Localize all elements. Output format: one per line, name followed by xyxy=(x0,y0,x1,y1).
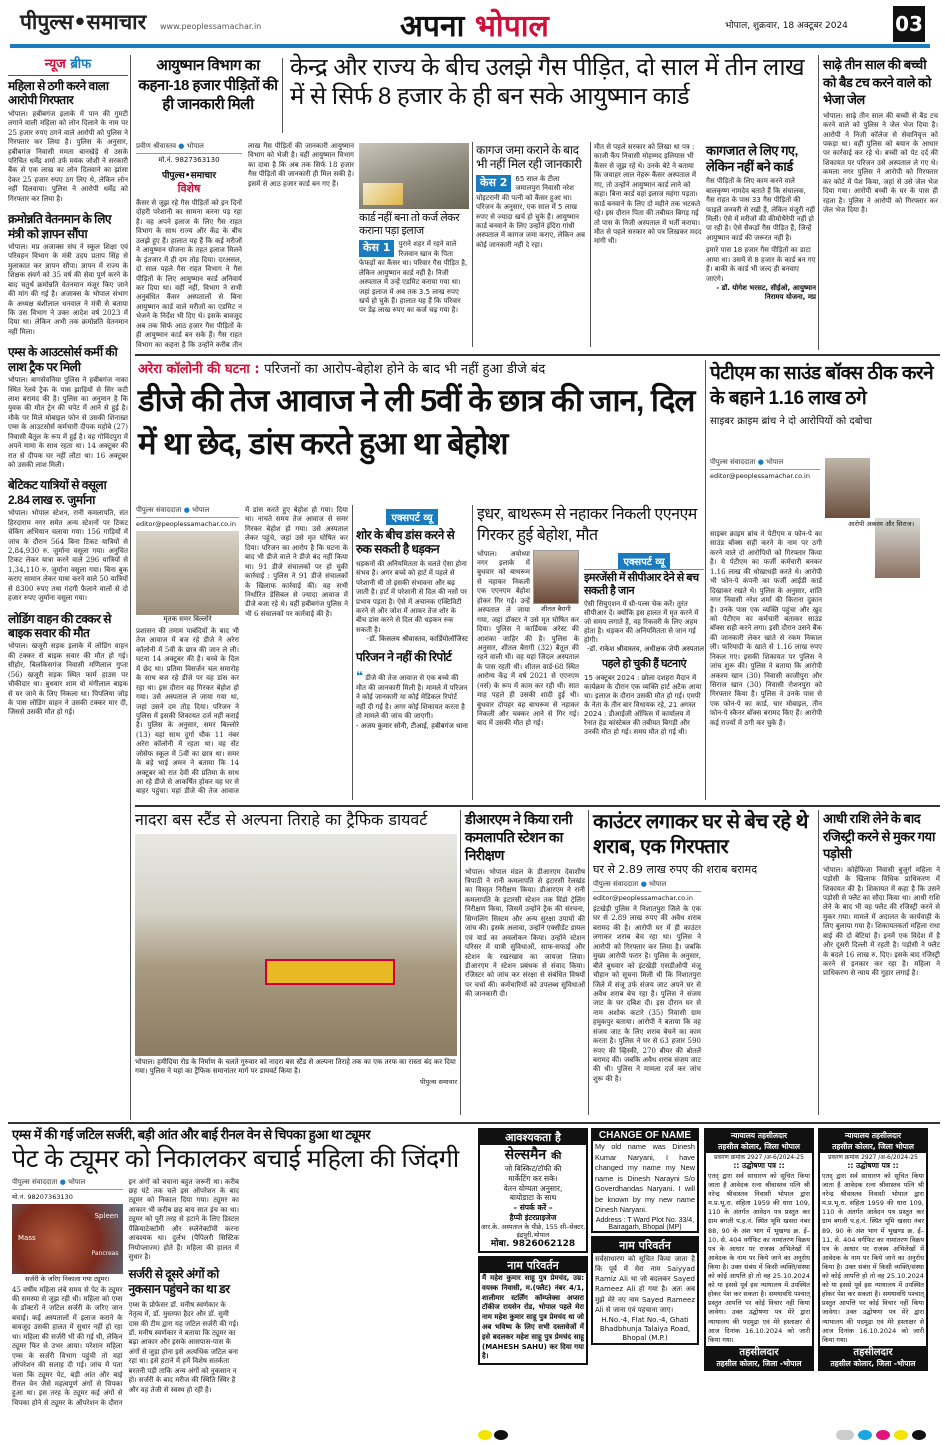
lead-side-headline: आयुष्मान विभाग का कहना-18 हजार पीड़ितों की ही जानकारी मिली xyxy=(138,57,278,113)
tumor-photo-box xyxy=(12,1204,123,1283)
report-title: परिजन ने नहीं की रिपोर्ट xyxy=(356,650,452,665)
dj-body: प्रशासन की तमाम पाबंदियों के बाद भी तेज आवाज में बज रहे डीजे ने अरेरा कॉलोनी में 5वीं के छात्र की जान ले ली। घटना 14 अक्टूबर की है। बच्चे के दिल में छेद था। प्रतिमा विसर्जन चल समारोह के साथ बज रहे डीजे पर वह डांस कर रहा था। इस दौरान वह गिरकर बेहोश हो गया। उसे अस्पताल ले जाया गया था, जहां उसने दम तोड़ दिया। परिजन ने पुलिस में इसकी शिकायत दर्ज नहीं कराई है। पुलिस के अनुसार, समर बिल्लोरे (13) यहां साथ दुर्गा चौक 11 नंबर अरेरा कॉलोनी में रहता था। वह सेंट जोसेफ स्कूल में 5वीं का छात्र था। समर के बड़े भाई अमन ने बताया कि 14 अक्टूबर को रात देवी की प्रतिमा के साथ आ रहे डीजे से आकर्षित होकर वह घर से बाहर पहुंचा। यहां डीजे की तेज आवाज में डांस करते हुए बेहोश हो गया। दिया था। नाचते समय तेज आवाज से समर गिरकर बेहोश हो गया। उसे अस्पताल लेकर पहुंचे, जहां उसे मृत घोषित कर दिया। परिजन का आरोप है कि घटना के बाद भी डीजे वाले ने डीजे बंद नहीं किया था। 91 डीजे संचालकों पर हो चुकी कार्रवाई : पुलिस ने 91 डीजे संचालकों के खिलाफ कार्रवाई की। वह सभी निर्धारित डेसिबल से ज्यादा आवाज में डीजे बजा रहे थे। वहीं हबीबगंज पुलिस ने भी 6 संचालकों पर कार्रवाई की है। xyxy=(136,506,348,796)
court-head2: तहसील कोलार, जिला भोपाल xyxy=(832,1141,914,1151)
news-brief-column xyxy=(8,54,128,718)
registration-dot-black xyxy=(494,1430,508,1440)
expert-2-body: ऐसी सिचुएशन में थ्री-पल्स चेक करें। तुरंत सीपीआर दें। क्योंकि इस हालत में मृत करने में जो समय लगाते हैं, वह रिकवरी के लिए अहम होता है। धड़कन की अनियमितता से जान गई होगी। xyxy=(584,599,699,645)
aiims-body-columns xyxy=(12,1178,472,1410)
divider xyxy=(818,810,819,1115)
court-case-no: प्रकरण क्रमांक 2927 /अ-6/2024-25 xyxy=(714,1154,804,1161)
case-1-title: कार्ड नहीं बना तो कर्ज लेकर कराना पड़ा इलाज xyxy=(359,212,460,238)
anm-headline: इधर, बाथरूम से नहाकर निकली एएनएम गिरकर हुई बेहोश, मौत xyxy=(477,506,697,544)
ayushman-card-image xyxy=(363,183,403,205)
docs-quote: इमारे पास 18 हजार गैस पीड़ितों का डाटा आया था। उसमें से 8 हजार के कार्ड बन गए हैं। बाकी के कार्ड भी जल्द ही बनवाए जाएंगे। xyxy=(706,246,816,283)
bad-touch-story xyxy=(823,56,938,215)
masthead-logo: पीपुल्स•समाचार xyxy=(20,10,147,34)
court-body: एतद् द्वारा सर्व साधारण को सूचित किया जाता है आवेदक रत्ना श्रीवास्तव पत्नि श्री नरेन्द्र श्रीवास्तव निवासी भोपाल द्वारा म.प्र.भू.रा. संहिता 1959 की धारा 109, 110 के अंतर्गत आवेदन पत्र प्रस्तुत कर ग्राम बगली प.ह.नं. स्थित भूमि खसरा नंबर 89, 90 के अंश भाग में भूखण्ड क्र. ई–11, से. 404 वर्गफिट का नामांतरण विक्रय पत्र के आधार पर राजस्व अभिलेखों में आवेदक के नाम पर किये जाने का अनुरोध किया है। उक्त संबंध में किसी व्यक्ति/संस्था को कोई आपत्ति हो तो वह 25.10.2024 को या इससे पूर्व इस न्यायालय में उपस्थित होकर पेश कर सकता है। समयावधि पश्चात् प्रस्तुत आपत्ति पर कोई विचार नहीं किया जावेगा। उक्त उद्घोषणा पत्र मेरे द्वारा न्यायालय की पदमुद्रा एवं मेरे हस्ताक्षर से आज दिनांक 16.10.2024 को जारी किया गया। xyxy=(822,1172,924,1344)
dj-kicker-b: परिजनों का आरोप-बेहोश होने के बाद भी नहीं हुआ डीजे बंद xyxy=(264,362,546,377)
aiims-side-body: एम्स के प्रोफेसर डॉ. मनीष स्वर्णकार के नेतृत्व में, डॉ. मुस्तफा हैदर और डॉ. सुमी दास की टीम द्वारा यह जटिल सर्जरी की गई। डॉ. मनीष स्वर्णकार ने बताया कि ट्यूमर का बढ़ा आकार और इसके आसपास-पास के अंगों से जुड़ा होना इसे अत्यधिक जटिल बना रहा था। इसे हटाने में हमें विशेष सतर्कता बरतनी पड़ी ताकि अन्य अंगों को नुकसान न हो। सर्जरी के बाद मरीज की स्थिति स्थिर है और वह तेजी से स्वस्थ हो रही है। xyxy=(128,1300,239,1394)
court-foot2: तहसील कोलार, जिला -भोपाल xyxy=(716,1359,802,1369)
aiims-kicker: एम्स में की गई जटिल सर्जरी, बड़ी आंत और बाई रीनल वेन से चिपका हुआ था ट्यूमर xyxy=(12,1127,371,1142)
brief-title: बेटिकट यात्रियों से वसूला 2.84 लाख रु. जुर्माना xyxy=(8,478,107,507)
masthead-rule xyxy=(10,44,930,48)
earlier-body: 15 अक्टूबर 2024 : छोला दशहरा मैदान में कार्यक्रम के दौरान एक व्यक्ति हार्ट अटैक आया था। इलाज के दौरान उसकी मौत हो गई। एमपी के नेता के तीन बार विधायक रहे, 21 अगस्त 2024 : डीआईजी ऑफिस में कार्यालय में रैनात हेड कांस्टेबल की तबीयत बिगड़ी और उनकी मौत हो गई। समय मौत हो गई थी। xyxy=(584,673,702,737)
case-1 xyxy=(359,212,469,316)
byline-city: भोपाल xyxy=(186,142,204,150)
court-foot1: तहसीलदार xyxy=(853,1346,893,1358)
ad-line: जो बिस्किट/टॉफी की xyxy=(504,1164,562,1173)
section-divider xyxy=(8,1122,940,1124)
gas-memorial-photo xyxy=(359,143,469,209)
lead-byline: प्रवीण श्रीवास्तव ● भोपाल xyxy=(136,142,242,154)
paytm-body-columns xyxy=(710,530,940,800)
byline-name: पीपुल्स संवाददाता xyxy=(12,1177,58,1186)
samar-photo-caption: मृतक समर बिल्लोरे xyxy=(163,615,212,623)
paytm-email: editor@peoplessamachar.co.in xyxy=(710,472,810,480)
brief-label-a: न्यूज xyxy=(44,57,66,72)
drm-story xyxy=(465,810,585,1000)
brief-item xyxy=(8,345,128,470)
brief-item xyxy=(8,79,128,204)
nadra-traffic-photo xyxy=(135,834,457,1056)
ad-naam1-head: नाम परिवर्तन xyxy=(480,1258,586,1273)
section-title-b: भोपाल xyxy=(474,9,549,44)
issue-date: भोपाल, शुक्रवार, 18 अक्टूबर 2024 xyxy=(725,21,848,31)
case-1-column xyxy=(359,143,469,316)
case-2-title: कागज जमा कराने के बाद भी नहीं मिल रही जानकारी xyxy=(476,143,582,172)
byline-name: पीपुल्स संवाददाता xyxy=(593,880,639,888)
ad-naam2-address: H.No.-4, Flat No.-4, Ghati Bhadbhunja Talaiya Road, Bhopal (M.P.) xyxy=(599,1315,691,1343)
registration-dot-yellow xyxy=(894,1430,908,1440)
brief-body: भोपाल। मप्र अजाक्स संघ ने स्कूल शिक्षा एवं परिवहन विभाग के मंत्री उदय प्रताप सिंह से मुलाकात कर ज्ञापन सौंपा। ज्ञापन में राज्य के शिक्षक संवर्ग को 35 वर्ष की सेवा पूर्ण करने के बाद चतुर्थ क्रमोन्नति वेतनमान मंजूर किए जाने की मांग की गई है। अजाक्स के भोपाल संभाग के अध्यक्ष बंशीलाल धनवाल ने मंत्री से बताया कि उस विभाग ने उक्त आदेश वर्ष 2023 में दिया था। लेकिन अभी तक क्रमोन्नति वेतनमान नहीं मिला। xyxy=(8,242,128,336)
paytm-body: साइबर क्राइम ब्रांच ने पेटीएम व फोन-पे का साउंड बॉक्स सही करने के नाम पर ठगी करने वाले दो आरोपियों को गिरफ्तार किया है। ये पेटीएम का फर्जी कर्मचारी बनकर 1.16 लाख की धोखाधड़ी करते थे। आरोपी भी फोन-पे कंपनी का फर्जी आईडी कार्ड दिखाकर रखते थे। पुलिस के अनुसार, शांति नगर निवासी नरेश शर्मा की किराना दुकान है। उनके पास एक व्यक्ति पहुंचा और खुद को पेटीएम का कर्मचारी बताकर साउंड बॉक्स सही करने लगा। इसी दौरान उसने बैंक की जानकारी लेकर खाते से रकम निकाल ली। फरियादी के खाते से 1.16 लाख रुपए निकल गए। इसकी शिकायत पर पुलिस ने जांच शुरू की। पुलिस ने बताया कि आरोपी अकरम खान (30) निवासी काजीपुरा और सिराज खान (30) निवासी रोशनपुरा को गिरफ्तार किया है। पुलिस ने उनके पास से एक फोन-पे का कार्ड, चार मोबाइल, तीन फोन-पे स्कैनर बॉक्स बरामद किए हैं। आरोपी कई राज्यों में ठगी कर चुके हैं। xyxy=(710,530,822,727)
court-title: :: उद्घोषणा पत्र :: xyxy=(733,1161,785,1170)
aiims-headline: पेट के ट्यूमर को निकालकर बचाई महिला की जिंदगी xyxy=(12,1144,459,1173)
docs-quote-by: - डॉ. योगेश भरसट, सीईओ, आयुष्मान निरामय योजना, मप्र xyxy=(716,284,816,301)
column-divider xyxy=(130,55,131,1120)
anm-body: भोपाल। अयोध्या नगर इलाके में बुधवार को बाथरूम से नहाकर निकली एक एएनएम बेहोश होकर गिर गई। उन्हें अस्पताल ले जाया गया, जहां डॉक्टर ने उसे मृत घोषित कर दिया। पुलिस ने कार्डियक अरेस्ट की आशंका जाहिर की है। पुलिस के अनुसार, शीतल बैरागी (32) बैतूल की रहने वाली थी। वह यहां जिंदल अस्पताल के पास रहती थी। शीतल वार्ड-68 स्थित आरोग्य केंद्र में वर्ष 2021 से एएनएम (नर्स) के रूप में काम कर रही थीं। सात माह पहले ही उसकी शादी हुई थी। बुधवार दोपहर वह बाथरूम से नहाकर निकली और चक्कर आने से गिर गई। बाद में उसकी मौत हो गई। xyxy=(477,549,579,728)
byline-name: पीपुल्स संवाददाता xyxy=(136,506,182,514)
ad-naam2-head: नाम परिवर्तन xyxy=(593,1238,697,1253)
paytm-header xyxy=(710,362,942,427)
paytm-byline: पीपुल्स संवाददाता ● भोपाल xyxy=(710,458,820,470)
registration-dot-gray xyxy=(836,1430,854,1440)
letter-body: मौत से पहले सरकार को लिखा था पत्र : काजी कैंप निवासी मोहम्मद इलियास भी कैंसर से जूझ रहे थे। उनके बेटे ने बताया कि जवाहर लाल नेहरू कैंसर अस्पताल में गए, तो उन्होंने आयुष्मान कार्ड लाने को कहा। बिना कार्ड वहां इलाज महंगा पड़ता। कार्ड बनवाने के लिए दो महीने तक भटकते रहे। इस दौरान पिता की तबीयत बिगड़ गई तो पास के निजी अस्पताल में भर्ती कराया। मौत से पहले सरकार को पत्र लिखकर मदद मांगी थी। xyxy=(594,143,702,246)
ad-change-head: CHANGE OF NAME xyxy=(593,1130,697,1141)
ad-name-change-2 xyxy=(591,1236,699,1345)
neighbor-story xyxy=(823,810,940,979)
registration-dot-cyan xyxy=(858,1430,872,1440)
liquor-body-columns xyxy=(593,880,815,1095)
registration-dot-magenta xyxy=(876,1430,890,1440)
paytm-byline-box xyxy=(710,458,820,480)
neighbor-title: आधी राशि लेने के बाद रजिस्ट्री करने से मुकर गया पड़ोसी xyxy=(823,811,935,862)
byline-city: भोपाल xyxy=(192,506,210,514)
expert-2-by: -डॉ. राकेश श्रीवास्तव, अधीक्षक जेपी अस्पताल xyxy=(587,645,704,654)
divider xyxy=(588,810,589,1115)
aiims-story xyxy=(12,1127,472,1410)
brief-body: भोपाल। बागसेवनिया पुलिस ने हबीबगंज नाका स्थित रेलवे ट्रैक के पास झाड़ियों से सिर कटी लाश बरामद की है। पुलिस का अनुमान है कि युवक की मौत ट्रेन की चपेट में आने से हुई है। मौके पर मिले मोबाइल फोन से उसकी शिनाख्त एम्स के आउटसोर्स कर्मचारी दीपक महोबे (27) निवासी बैतूल के रूप में हुई है। वह गोविंदपुरा में अपने मामा के साथ रहता था। 14 अक्टूबर की रात से दीपक घर नहीं लौटा था। 16 अक्टूबर को उसकी लाश मिली। xyxy=(8,376,128,470)
lead-headline: केन्द्र और राज्य के बीच उलझे गैस पीड़ित, दो साल में तीन लाख में से सिर्फ 8 हजार के ही बन सके आयुष्मान कार्ड xyxy=(290,54,805,110)
section-divider xyxy=(135,805,940,807)
docs-body: गैस पीड़ितों के लिए काम करने वाले बालकृष्ण नामदेव बताते हैं कि संचालक, गैस राहत के पास 33 गैस पीड़ितों की फाइलें जनवरी से रखी हैं, लेकिन मंजूरी नहीं मिली। ऐसे में मरीजों की कीमोथैरेपी नहीं हो पा रही है। ऐसे सैकड़ों गैस पीड़ित हैं, जिन्हें आयुष्मान कार्ड की जरूरत नहीं है। xyxy=(706,177,815,242)
divider xyxy=(282,58,283,133)
liquor-headline: काउंटर लगाकर घर से बेच रहे थे शराब, एक गिरफ्तार xyxy=(593,811,808,858)
case-2 xyxy=(476,143,586,250)
nadra-headline: नादरा बस स्टैंड से अल्पना तिराहे का ट्रैफिक डायवर्ट xyxy=(135,810,428,829)
ad-salesman-title: सेल्समैन xyxy=(504,1147,547,1163)
liquor-email: editor@peoplessamachar.co.in xyxy=(593,894,693,902)
divider xyxy=(460,810,461,1115)
court-head2: तहसील कोलार, जिला भोपाल xyxy=(718,1141,800,1151)
case-1-body: पुराने शहर में रहने वाले रिजवान खान के पिता फेफड़ों का कैंसर था। परिवार गैस पीड़ित है, लेकिन आयुष्मान कार्ड नहीं है। निजी अस्पताल में उन्हें एडमिट कराया गया था। जहां इलाज में अब तक 3.5 लाख रुपए खर्च हो चुके हैं। हालात यह हैं कि परिवार पर डेढ़ लाख रुपए का कर्ज चढ़ गया है। xyxy=(359,240,468,315)
bad-touch-body: भोपाल। साढ़े तीन साल की बच्ची से बैड टच करने वाले को पुलिस ने जेल भेज दिया है। आरोपी ने निजी कॉलेज से सेवानिवृत्त को पकड़ा था। वहीं पुलिस को बयान के आधार पर कार्रवाई कर रहे थे। बच्ची को पेट दर्द की शिकायत पर परिजन उसे अस्पताल ले गए थे। कमला नगर पुलिस ने आरोपी को गिरफ्तार कर कोर्ट में पेश किया, जहां से उसे जेल भेज दिया गया। आरोपी बच्ची के घर के पास ही रहता है। पुलिस ने आरोपी को गिरफ्तार कर जेल भेज दिया है। xyxy=(823,111,938,215)
ad-address: आर.के. अस्पताल के पीछे, 155 सी–सेक्टर, इंद्रपुरी,भोपाल xyxy=(480,1222,586,1239)
sheetal-photo-box xyxy=(533,550,579,613)
expert-view-2 xyxy=(584,550,704,738)
ad-line: – संपर्क करें – xyxy=(513,1203,553,1212)
brief-item xyxy=(8,212,128,337)
brief-title: एम्स के आउटसोर्स कर्मी की लाश ट्रैक पर मिली xyxy=(8,345,118,374)
ad-line: मार्केटिंग कर सके। xyxy=(508,1173,558,1183)
barricade xyxy=(265,959,395,985)
liquor-byline: पीपुल्स संवाददाता ● भोपाल xyxy=(593,880,701,892)
section-title xyxy=(400,4,549,45)
report-body xyxy=(356,668,468,722)
ad-salesman-head: आवश्यकता है xyxy=(480,1130,586,1145)
ads-column-2 xyxy=(591,1128,699,1345)
divider xyxy=(352,505,353,800)
photo-label-spleen: Spleen xyxy=(94,1211,119,1220)
tumor-photo xyxy=(12,1204,123,1274)
special-badge xyxy=(136,168,242,196)
aiims-byline: पीपुल्स संवाददाता ● भोपाल xyxy=(12,1178,123,1190)
divider xyxy=(472,505,473,800)
accused-photo-1 xyxy=(825,458,870,518)
court-foot2: तहसील कोलार, जिला -भोपाल xyxy=(830,1359,916,1369)
dj-headline: डीजे की तेज आवाज ने ली 5वीं के छात्र की जान, दिल में था छेद, डांस करते हुआ था बेहोश xyxy=(138,382,695,462)
liquor-body: इंटखेड़ी पुलिस ने निशातपुरा जिले के एक घर से 2.89 लाख रुपए की अवैध शराब बरामद की है। आरोपी घर में ही काउंटर लगाकर शराब बेच रहा था। पुलिस ने आरोपी को गिरफ्तार कर लिया है। जबकि मुख्य आरोपी फरार है। पुलिस के अनुसार, बीते बुधवार को इंटखेड़ी एसडीओपी मंजू चौहान को सूचना मिली थी कि निशातपुरा जिले में संजू उर्फ संजय जाट अपने घर से अवैध शराब बेच रहा है। पुलिस ने संजय जाट के घर दबिश दी। इस दौरान घर से नाम अशोक कटारे (35) निवासी ग्राम हमुकपुर बताया। आरोपी ने बताया कि वह संजय जाट के लिए शराब बेचने का काम करता है। पुलिस ने घर से 63 हजार 590 रुपए की व्हिस्की, 270 बीयर की बोतलें बरामद कीं। जबकि अवैध शराब संजय जाट की थी। पुलिस ने मामला दर्ज कर जांच शुरू की है। xyxy=(593,905,701,1083)
section-divider xyxy=(135,354,940,356)
docs-title: कागजात ले लिए गए, लेकिन नहीं बने कार्ड xyxy=(706,143,798,174)
accused-photo-caption: आरोपी अकरम और सिराज। xyxy=(847,520,915,528)
liquor-subhead: घर से 2.89 लाख रुपए की शराब बरामद xyxy=(593,863,758,876)
ad-phone: मोबा. 9826062128 xyxy=(490,1239,576,1250)
brief-title: क्रमोन्नति वेतनमान के लिए मंत्री को ज्ञापन सौंपा xyxy=(8,212,112,241)
byline-name: प्रवीण श्रीवास्तव xyxy=(136,142,177,150)
photo-label-mass: Mass xyxy=(18,1233,36,1242)
aiims-side-title: सर्जरी से दूसरे अंगों को नुकसान पहुंचने का था डर xyxy=(128,1266,230,1297)
sheetal-photo xyxy=(533,550,579,604)
ad-company: हैप्पी इंटरप्राइजेज xyxy=(509,1212,557,1222)
divider xyxy=(590,142,591,347)
drm-body: भोपाल। भोपाल मंडल के डीआरएम देवाशीष त्रिपाठी ने रानी कमलापति से इटारसी रेलखंड का विस्तृत निरीक्षण किया। डीआरएम ने रानी कमलापति के इटारसी स्टेशन तक विंडो ट्रेलिंग निरीक्षण किया, जिसमें उन्होंने ट्रैक की संरचना, सिग्नलिंग सिस्टम और अन्य सुरक्षा उपायों की जांच की। इसके अलावा, उन्होंने एक्सीडेंट डायल एवं यार्ड का अवलोकन किया। उन्होंने स्टेशन परिसर में यात्री सुविधाओं, साफ-सफाई और स्टेशन के रखरखाव का जायजा लिया। डीआरएम ने स्टेशन प्रबंधक से संवाद किया। रजिस्टर को जांच कर संरक्षा से संबंधित विषयों पर चर्चा की। कर्मचारियों को उपलब्ध सुविधाओं की जानकारी दी। xyxy=(465,867,585,999)
dj-kicker-a: अरेरा कॉलोनी की घटना : xyxy=(138,362,260,377)
ad-line: बायोडाटा के साथ xyxy=(509,1193,557,1203)
column-divider xyxy=(818,55,819,350)
neighbor-body: भोपाल। कोहेफिजा निवासी बुजुर्ग महिला ने पड़ोसी के खिलाफ विधिक प्राधिकरण में शिकायत की है। शिकायत में कहा है कि उसने पड़ोसी से फ्लैट का सौदा किया था। आधी राशि लेने के बाद भी वह फ्लैट की रजिस्ट्री करने से मुकर गया। मामले में अदालत के कार्यवाही के लिए बुलाया गया है। शिकायतकर्ता महिला राधा बाई की दो बेटियां हैं। इनमें एक विदेश में है और दूसरी दिल्ली में रहती है। पड़ोसी ने फ्लैट के बदले 16 लाख रु. दिए। इसके बाद रजिस्ट्री करने से इनकार कर रहा है। महिला ने प्राधिकरण से न्याय की गुहार लगाई है। xyxy=(823,865,940,978)
brief-item xyxy=(8,478,128,603)
anm-body-box xyxy=(477,550,579,729)
expert-view-1 xyxy=(356,506,468,731)
samar-photo xyxy=(136,531,239,615)
letter-box xyxy=(594,143,702,247)
byline-city: भोपाल xyxy=(68,1177,86,1186)
ad-line: वेतन योग्यता अनुसार, xyxy=(503,1183,563,1193)
byline-name: पीपुल्स संवाददाता xyxy=(710,458,756,466)
nadra-caption: भोपाल। हमीदिया रोड के निर्माण के चलते गुरुवार को नादरा बस स्टैंड से अल्पना तिराहे तक का एक तरफ का रास्ता बंद कर दिया गया। पुलिस ने यहां का ट्रैफिक समानांतर मार्ग पर डायवर्ट किया है। xyxy=(135,1057,456,1076)
masthead-url: www.peoplessamachar.in xyxy=(160,22,262,31)
ad-change-address: Address : T Ward Plot No. 33/4, Bairagarh, Bhopal (MP) xyxy=(595,1217,695,1232)
report-by: - अजय कुमार सोनी, टीआई, हबीबगंज थाना xyxy=(356,721,468,730)
page-number: 03 xyxy=(893,6,925,42)
ad-change-of-name xyxy=(591,1128,699,1233)
expert-2-title: इमरजेंसी में सीपीआर देने से बच सकती है जान xyxy=(584,571,699,597)
ad-salesman xyxy=(478,1128,588,1253)
court-foot1: तहसीलदार xyxy=(739,1346,779,1358)
lead-body-columns xyxy=(136,142,354,350)
expert-tag: एक्सपर्ट व्यू xyxy=(618,553,669,569)
sheetal-photo-caption: शीतल बैरागी xyxy=(541,604,571,613)
anm-region xyxy=(477,505,704,737)
earlier-title: पहले हो चुकी हैं घटनाएं xyxy=(601,658,687,671)
court-title: :: उद्घोषणा पत्र :: xyxy=(847,1161,899,1170)
ad-salesman-suffix: की xyxy=(551,1151,562,1162)
dj-email: editor@peoplessamachar.co.in xyxy=(136,520,236,528)
aiims-body: 45 वर्षीय महिला लंबे समय से पेट के ट्यूमर की समस्या से जूझ रही थी। महिला को एम्स के डॉक्टरों ने जटिल सर्जरी के जरिए जान बचाई। कई अस्पतालों में इलाज कराने के बावजूद उसकी हालत में सुधार नहीं हो रहा था। महिला की सर्जरी भी की गई थी, लेकिन ट्यूमर फिर से उभर आया। परेशान महिला एम्स के सर्जरी विभाग पहुंची तो यहां ऑपरेशन की सलाह दी गई। जांच में पता चला कि ट्यूमर पेट, बड़ी आंत और बाई रीनल वेन जैसे महत्वपूर्ण अंगों से चिपका हुआ था। इस तरह के ट्यूमर कई अंगों से चिपका होने से ट्यूमर के ऑपरेशन के दौरान इन अंगों को बचाना बहुत जरूरी था। करीब छह घंटे तक चले इस ऑपरेशन के बाद ट्यूमर को निकाल दिया गया। ट्यूमर का आकार भी करीब छह बाय सात इंच का था। ट्यूमर को पूरी तरह से हटाने के लिए डिस्टल पैंक्रियाटेक्टॉमी और स्प्लेनेक्टॉमी करना आवश्यक था। दुर्लभ (पैपिलरी सिस्टिक नियोप्लाज्म) होते हैं। महिला की हालत में सुधार है। xyxy=(12,1177,239,1407)
dj-body-columns xyxy=(136,506,348,800)
lead-body: कैंसर से जूझ रहे गैस पीड़ितों को इन दिनों दोहरी परेशानी का सामना करना पड़ रहा है। वह अपने इलाज के लिए गैस राहत विभाग के साथ राज्य और केंद्र के बीच उलझे हुए हैं। हालात यह हैं कि कई मरीजों ने आयुष्मान योजना के तहत इलाज मिलने के इंतजार में ही दम तोड़ दिया। दरअसल, दो साल पहले गैस राहत विभाग ने गैस पीड़ितों के लिए आयुष्मान कार्ड अनिवार्य कर दिया था। वहीं नहीं, विभाग ने सभी अनुबंधित कैंसर अस्पतालों से बिना आयुष्मान कार्ड वाले मरीजों का एडमिट न भेजने के निर्देश भी दिए थे। इसके बावजूद अब तक सिर्फ आठ हजार गैस पीड़ितों के ही आयुष्मान कार्ड बन सके हैं। गैस राहत विभाग का कहना है कि उन्होंने करीब तीन लाख गैस पीड़ितों की जानकारी आयुष्मान विभाग को भेजी है। वहीं आयुष्मान विभाग का दावा है कि अब तक सिर्फ 18 हजार गैस पीड़ितों की जानकारी ही मिल सकी है। इसमें से आठ हजार कार्ड बन गए हैं। xyxy=(136,142,354,349)
ad-court-notice-1 xyxy=(704,1128,814,1371)
drm-title: डीआरएम ने किया रानी कमलापति स्टेशन का निरीक्षण xyxy=(465,811,573,864)
section-title-a: अपना xyxy=(400,9,465,44)
case-2-tag: केस 2 xyxy=(476,175,511,192)
case-1-tag: केस 1 xyxy=(359,240,394,257)
expert-1-body: धड़कनों की अनियमितता के चलते ऐसा होना संभव है। अगर बच्चे को हार्ट में पहले से परेशानी थी तो इसकी संभावना और बढ़ जाती है। हार्ट में परेशानी से दिल की नसों पर प्रभाव पड़ता है। ऐसे में अचानक एक्टिविटी करने से और जोश में आकर तेज शोर के बीच डांस करने से दिल की धड़कन रुक सकती है। xyxy=(356,559,468,634)
column-divider xyxy=(705,360,706,800)
registration-dot-black xyxy=(912,1430,926,1440)
byline-city: भोपाल xyxy=(766,458,784,466)
ad-naam2-body: सर्वसाधारण को सूचित किया जाता है कि पूर्व में मेरा नाम Saiyyad Ramiz Ali था जो बदलकर Sayed Rameez Ali हो गया है। अतः अब मुझे मेरे नए नाम Sayed Rameez Ali से जाना एवं पहचाना जाए। xyxy=(595,1255,695,1314)
ad-court-notice-2 xyxy=(818,1128,928,1371)
liquor-story xyxy=(593,810,815,1095)
brief-title: लोडिंग वाहन की टक्कर से बाइक सवार की मौत xyxy=(8,611,111,641)
byline-city: भोपाल xyxy=(649,880,667,888)
registration-dot-yellow xyxy=(478,1430,492,1440)
court-body: एतद् द्वारा सर्व साधारण को सूचित किया जाता है आवेदक रत्ना श्रीवास्तव पत्नि श्री नरेन्द्र श्रीवास्तव निवासी भोपाल द्वारा म.प्र.भू.रा. संहिता 1959 की धारा 109, 110 के अंतर्गत आवेदन पत्र प्रस्तुत कर ग्राम बगली प.ह.नं. स्थित भूमि खसरा नंबर 88, 90 के अंश भाग में भूखण्ड क्र. ई–10, से. 404 वर्गफिट का नामांतरण विक्रय पत्र के आधार पर राजस्व अभिलेखों में आवेदक के नाम पर किये जाने का अनुरोध किया है। उक्त संबंध में किसी व्यक्ति/संस्था को कोई आपत्ति हो तो वह 25.10.2024 को या इससे पूर्व इस न्यायालय में उपस्थित होकर पेश कर सकता है। समयावधि पश्चात् प्रस्तुत आपत्ति पर कोई विचार नहीं किया जावेगा। उक्त उद्घोषणा पत्र मेरे द्वारा न्यायालय की पदमुद्रा एवं मेरे हस्ताक्षर से आज दिनांक 16.10.2024 को जारी किया गया। xyxy=(708,1172,810,1344)
dj-kicker xyxy=(138,362,702,379)
dj-header xyxy=(138,362,702,466)
aiims-mobile: मो.नं. 98207363130 xyxy=(12,1192,73,1201)
case-2-body: 65 साल के टीला जमालपुरा निवासी नरेश चोइटरानी की पत्नी को कैंसर हुआ था। परिजन के अनुसार, एक साल में 5 लाख रुपए से ज्यादा खर्च हो चुके हैं। आयुष्मान कार्ड बनवाने के लिए उन्होंने इंदिरा गांधी अस्पताल में कागज जमा कराए, लेकिन अब कोई जानकारी नहीं दे रहा। xyxy=(476,174,585,249)
court-head1: न्यायालय तहसीलदार xyxy=(730,1131,788,1140)
dj-byline: पीपुल्स संवाददाता ● भोपाल xyxy=(136,506,239,518)
ad-name-change-1 xyxy=(478,1256,588,1365)
ad-naam1-body: मैं महेश कुमार साहू पुत्र प्रेमचंद, उम्र: वयस्क निवासी, म.(फ्लैट) नंबर 4/1, शालीमार स्टर्लिंग कॉम्प्लेक्स अप्सरा टॉकीज रायसेन रोड, भोपाल पहले मेरा नाम महेश कुमार साहू पुत्र प्रेमचंद था जो अब भविष्य के लिए सभी दस्तावेजों में इसे बदलकर महेश साहू पुत्र प्रेमचंद साहू (MAHESH SAHU) कर दिया गया है। xyxy=(482,1274,584,1361)
docs-box xyxy=(706,143,816,302)
court-case-no: प्रकरण क्रमांक 2927 /अ-6/2024-25 xyxy=(828,1154,918,1161)
photo-label-pancreas: Pancreas xyxy=(91,1249,119,1257)
special-label: विशेष xyxy=(177,182,201,195)
ad-change-body: My old name was Dinesh Kumar Naryani, I have changed my name my New name is Dinesh Narayni S/o Goverdhandas Naryani. I will be known by my new name Dinesh Naryani. xyxy=(595,1142,695,1215)
ads-column-1 xyxy=(478,1128,588,1365)
quote-icon: ❝ xyxy=(356,668,364,683)
expert-1-by: -डॉ. किसलय श्रीवास्तव, कार्डियोलॉजिस्ट xyxy=(366,635,468,644)
aiims-sidebar xyxy=(129,1267,240,1396)
news-brief-label xyxy=(8,54,128,76)
report-text: डीजे की तेज आवाज से एक बच्चे की मौत की जानकारी मिली है। मामले में परिजन ने कोई जानकारी या कोई मेडिकल रिपोर्ट नहीं दी गई है। अगर कोई शिकायत करता है तो मामले की जांच की जाएगी। xyxy=(356,673,468,721)
paytm-headline: पेटीएम का साउंड बॉक्स ठीक करने के बहाने 1.16 लाख ठगे xyxy=(710,363,934,409)
brief-body: भोपाल। भोपाल स्टेशन, रानी कमलापति, संत हिरदाराम नगर समेत अन्य स्टेशनों पर टिकट चेकिंग अभियान चलाया गया। 156 गाड़ियों में जांच के दौरान 564 बिना टिकट यात्रियों से 2,84,930 रु. जुर्माना वसूला गया। अनुचित टिकट लेकर यात्रा करने वाले 296 यात्रियों से 1,34,110 रु. जुर्माना वसूला गया। बिना बुक कराए सामान लेकर यात्रा करने वाले 50 यात्रियों से 8300 रुपए तथा गंदगी फैलाने वालों से दो हजार रुपए जुर्माना वसूला गया। xyxy=(8,509,128,603)
brief-item xyxy=(8,612,128,718)
court-head1: न्यायालय तहसीलदार xyxy=(844,1131,902,1140)
expert-1-title: शोर के बीच डांस करने से रुक सकती है धड़कन xyxy=(356,528,455,557)
tumor-photo-caption: सर्जरी के जरिए निकाला गया ट्यूमर। xyxy=(25,1274,110,1283)
divider xyxy=(472,142,473,347)
brief-body: भोपाल। खजूरी सड़क इलाके में लोडिंग वाहन की टक्कर से बाइक सवार की मौत हो गई। सीहोर, बिलकिसगंज निवासी मणिलाल गुप्ता (56) खजूरी सड़क स्थित फार्म हाउस पर चौकीदार था। बुधवार शाम वो मंगीलाल बाइक से घर जाने के लिए निकला था। पिपलिया जोड़ के पास लोडिंग वाहन ने उसकी टक्कर मार दी, जिससे उसकी मौत हो गई। xyxy=(8,642,128,717)
paytm-subhead: साइबर क्राइम ब्रांच ने दो आरोपियों को दबोचा xyxy=(710,416,872,428)
nadra-photo-credit: पीपुल्स समाचार xyxy=(420,1077,457,1086)
expert-tag: एक्सपर्ट व्यू xyxy=(386,509,437,525)
brief-title: महिला से ठगी करने वाला आरोपी गिरफ्तार xyxy=(8,79,109,108)
samar-photo-box xyxy=(136,531,239,624)
reporter-mobile: मो.नं. 9827363130 xyxy=(158,156,220,164)
brief-body: भोपाल। हबीबगंज इलाके में पान की गुमटी लगाने वाली महिला को लोन दिलाने के नाम पर 25 हजार रुपए ठगने वाले आरोपी को पुलिस ने गिरफ्तार कर लिया है। पुलिस के अनुसार, हबीबगंज निवासी ममता बानखेड़े से उसके परिचित धर्मेंद्र शर्मा उर्फ मयंक जोशी ने सरकारी बैंक से एक लाख का लोन दिलवाने का झांसा देकर 25 हजार रुपए ठग लिए थे, लेकिन लोन नहीं दिलवाया। पुलिस ने आरोपी धर्मेंद्र को गिरफ्तार कर लिया है। xyxy=(8,109,128,203)
bad-touch-title: साढ़े तीन साल की बच्ची को बैड टच करने वाले को भेजा जेल xyxy=(823,57,931,108)
special-logo: पीपुल्स•समाचार xyxy=(161,171,217,181)
brief-label-b: ब्रीफ xyxy=(70,57,92,72)
nadra-region xyxy=(135,810,457,1086)
